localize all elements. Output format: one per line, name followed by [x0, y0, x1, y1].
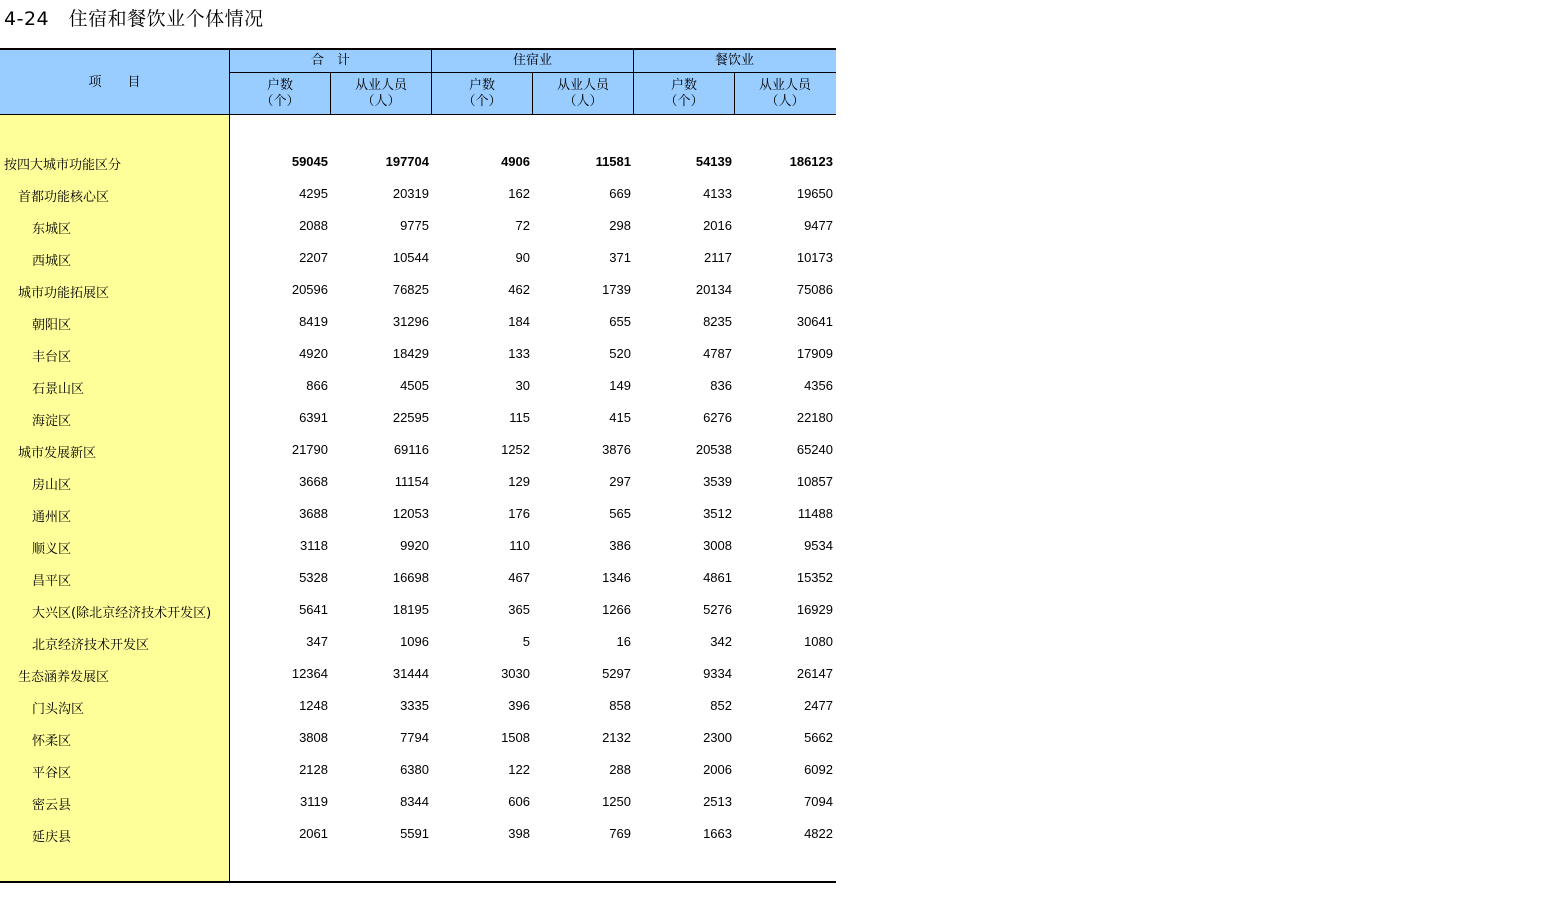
table-cell: 1739: [602, 282, 631, 297]
table-cell: 1252: [501, 442, 530, 457]
header-households: 户数 （个）: [462, 78, 502, 109]
table-cell: 4787: [703, 346, 732, 361]
table-cell: 858: [609, 698, 631, 713]
table-cell: 467: [508, 570, 530, 585]
table-cell: 4861: [703, 570, 732, 585]
table-cell: 21790: [291, 442, 328, 457]
row-label: 首都功能核心区: [18, 190, 110, 205]
table-cell: 462: [508, 282, 530, 297]
table-row: [0, 467, 836, 499]
data-table: [0, 48, 836, 883]
table-cell: 129: [508, 474, 530, 489]
header-group-lodging: 住宿业: [512, 53, 552, 68]
table-cell: 3539: [703, 474, 732, 489]
row-label: 门头沟区: [32, 702, 85, 717]
table-cell: 22595: [392, 410, 429, 425]
table-cell: 16929: [796, 602, 833, 617]
table-cell: 520: [609, 346, 631, 361]
table-cell: 6092: [804, 762, 833, 777]
table-cell: 76825: [392, 282, 429, 297]
table-row: [0, 563, 836, 595]
table-cell: 1346: [602, 570, 631, 585]
table-cell: 30: [515, 378, 530, 393]
table-cell: 5591: [400, 826, 429, 841]
table-cell: 122: [508, 762, 530, 777]
table-row: [0, 275, 836, 307]
table-row: [0, 499, 836, 531]
table-cell: 197704: [385, 154, 429, 169]
header-employees: 从业人员 （人）: [556, 78, 609, 109]
table-cell: 19650: [796, 186, 833, 201]
table-row: [0, 339, 836, 371]
table-cell: 9920: [400, 538, 429, 553]
table-row: [0, 211, 836, 243]
table-cell: 162: [508, 186, 530, 201]
table-row: [0, 243, 836, 275]
table-cell: 9534: [804, 538, 833, 553]
row-label: 丰台区: [32, 350, 72, 365]
table-cell: 6276: [703, 410, 732, 425]
table-cell: 3335: [400, 698, 429, 713]
table-row: [0, 403, 836, 435]
row-label: 东城区: [32, 222, 72, 237]
table-cell: 4505: [400, 378, 429, 393]
table-cell: 4133: [703, 186, 732, 201]
table-cell: 65240: [796, 442, 833, 457]
table-cell: 866: [306, 378, 328, 393]
table-cell: 7094: [804, 794, 833, 809]
table-cell: 852: [710, 698, 732, 713]
table-cell: 54139: [695, 154, 732, 169]
table-cell: 4295: [299, 186, 328, 201]
row-label: 延庆县: [32, 830, 72, 845]
table-cell: 5297: [602, 666, 631, 681]
table-cell: 2117: [704, 250, 732, 265]
table-cell: 20319: [392, 186, 429, 201]
table-cell: 6380: [400, 762, 429, 777]
row-label: 按四大城市功能区分: [4, 158, 122, 173]
table-cell: 1250: [602, 794, 631, 809]
table-cell: 133: [508, 346, 530, 361]
table-row: [0, 531, 836, 563]
table-cell: 90: [515, 250, 530, 265]
table-cell: 297: [609, 474, 631, 489]
header-group-total: 合 计: [310, 53, 350, 68]
table-cell: 342: [710, 634, 732, 649]
table-cell: 2128: [299, 762, 328, 777]
table-cell: 110: [509, 538, 530, 553]
row-label: 城市功能拓展区: [18, 286, 110, 301]
table-cell: 149: [609, 378, 631, 393]
table-cell: 371: [609, 250, 631, 265]
header-households: 户数 （个）: [260, 78, 300, 109]
table-cell: 3119: [300, 794, 328, 809]
header-households: 户数 （个）: [664, 78, 704, 109]
table-cell: 606: [508, 794, 530, 809]
table-cell: 11581: [595, 154, 631, 169]
table-row: [0, 659, 836, 691]
table-cell: 20134: [695, 282, 732, 297]
row-label: 怀柔区: [32, 734, 72, 749]
row-label: 石景山区: [32, 382, 85, 397]
table-row: [0, 179, 836, 211]
table-cell: 2006: [703, 762, 732, 777]
table-cell: 398: [508, 826, 530, 841]
table-row: [0, 307, 836, 339]
table-cell: 3008: [703, 538, 732, 553]
table-cell: 2132: [602, 730, 631, 745]
row-label: 西城区: [32, 254, 72, 269]
table-cell: 8344: [400, 794, 429, 809]
table-cell: 2300: [703, 730, 732, 745]
table-cell: 16: [616, 634, 631, 649]
table-cell: 3512: [703, 506, 732, 521]
table-cell: 415: [609, 410, 631, 425]
table-row: [0, 595, 836, 627]
table-cell: 10173: [796, 250, 833, 265]
table-cell: 2513: [703, 794, 732, 809]
table-cell: 2088: [299, 218, 328, 233]
row-label: 生态涵养发展区: [18, 670, 110, 685]
table-cell: 4356: [804, 378, 833, 393]
table-cell: 20596: [291, 282, 328, 297]
row-label: 平谷区: [32, 766, 72, 781]
table-cell: 5641: [299, 602, 328, 617]
row-label: 海淀区: [32, 414, 72, 429]
header-group-catering: 餐饮业: [714, 53, 754, 68]
table-cell: 1266: [602, 602, 631, 617]
table-cell: 8419: [299, 314, 328, 329]
table-cell: 396: [508, 698, 530, 713]
table-cell: 1080: [804, 634, 833, 649]
table-row: [0, 691, 836, 723]
header-item: 项 目: [88, 75, 141, 90]
table-cell: 565: [609, 506, 631, 521]
row-label: 昌平区: [32, 574, 72, 589]
table-cell: 30641: [796, 314, 833, 329]
table-cell: 26147: [796, 666, 833, 681]
row-label: 北京经济技术开发区: [32, 638, 150, 653]
table-row: [0, 627, 836, 659]
row-label: 朝阳区: [32, 318, 72, 333]
table-cell: 12364: [291, 666, 328, 681]
table-cell: 3808: [299, 730, 328, 745]
table-row: [0, 819, 836, 851]
table-cell: 18195: [392, 602, 429, 617]
table-row: [0, 787, 836, 819]
table-cell: 31296: [392, 314, 429, 329]
table-cell: 386: [609, 538, 631, 553]
table-cell: 15352: [796, 570, 833, 585]
table-cell: 12053: [392, 506, 429, 521]
table-cell: 31444: [392, 666, 429, 681]
row-label: 房山区: [32, 478, 72, 493]
row-label: 大兴区(除北京经济技术开发区): [32, 606, 212, 621]
table-cell: 347: [306, 634, 328, 649]
table-cell: 288: [609, 762, 631, 777]
table-cell: 7794: [400, 730, 429, 745]
row-label: 城市发展新区: [18, 446, 97, 461]
table-cell: 16698: [392, 570, 429, 585]
table-cell: 9775: [400, 218, 429, 233]
table-cell: 669: [609, 186, 631, 201]
table-cell: 69116: [393, 442, 429, 457]
table-cell: 3876: [602, 442, 631, 457]
table-cell: 1096: [400, 634, 429, 649]
table-cell: 176: [508, 506, 530, 521]
table-cell: 115: [509, 410, 530, 425]
table-cell: 1663: [703, 826, 732, 841]
header-employees: 从业人员 （人）: [354, 78, 407, 109]
table-cell: 72: [515, 218, 530, 233]
table-row: [0, 371, 836, 403]
page-title: 4-24 住宿和餐饮业个体情况: [4, 8, 264, 30]
table-cell: 22180: [796, 410, 833, 425]
table-cell: 298: [609, 218, 631, 233]
table-cell: 3030: [501, 666, 530, 681]
table-cell: 2207: [299, 250, 328, 265]
table-cell: 11154: [394, 474, 429, 489]
table-cell: 4906: [501, 154, 530, 169]
table-cell: 3668: [299, 474, 328, 489]
table-header: [0, 48, 836, 115]
table-cell: 20538: [695, 442, 732, 457]
table-row: [0, 723, 836, 755]
table-cell: 769: [609, 826, 631, 841]
table-cell: 4822: [804, 826, 833, 841]
table-cell: 75086: [796, 282, 833, 297]
table-cell: 10857: [796, 474, 833, 489]
header-employees: 从业人员 （人）: [758, 78, 811, 109]
table-cell: 5: [522, 634, 530, 649]
table-cell: 17909: [796, 346, 833, 361]
table-cell: 2016: [703, 218, 732, 233]
row-label: 顺义区: [32, 542, 72, 557]
table-cell: 11488: [797, 506, 833, 521]
table-cell: 9477: [804, 218, 833, 233]
table-row: [0, 147, 836, 179]
table-cell: 186123: [789, 154, 833, 169]
row-label: 密云县: [32, 798, 72, 813]
table-cell: 365: [508, 602, 530, 617]
table-cell: 5276: [703, 602, 732, 617]
table-cell: 4920: [299, 346, 328, 361]
table-row: [0, 755, 836, 787]
table-cell: 9334: [703, 666, 732, 681]
table-cell: 184: [508, 314, 530, 329]
table-cell: 3688: [299, 506, 328, 521]
table-cell: 655: [609, 314, 631, 329]
table-cell: 5662: [804, 730, 833, 745]
table-cell: 2061: [299, 826, 328, 841]
table-cell: 1508: [501, 730, 530, 745]
table-row: [0, 435, 836, 467]
table-cell: 836: [710, 378, 732, 393]
row-label: 通州区: [32, 510, 72, 525]
table-cell: 2477: [804, 698, 833, 713]
table-cell: 8235: [703, 314, 732, 329]
table-cell: 59045: [291, 154, 328, 169]
table-cell: 3118: [300, 538, 328, 553]
table-cell: 18429: [392, 346, 429, 361]
table-cell: 6391: [299, 410, 328, 425]
table-cell: 5328: [299, 570, 328, 585]
table-body: [0, 115, 836, 883]
table-cell: 1248: [299, 698, 328, 713]
table-cell: 10544: [392, 250, 429, 265]
